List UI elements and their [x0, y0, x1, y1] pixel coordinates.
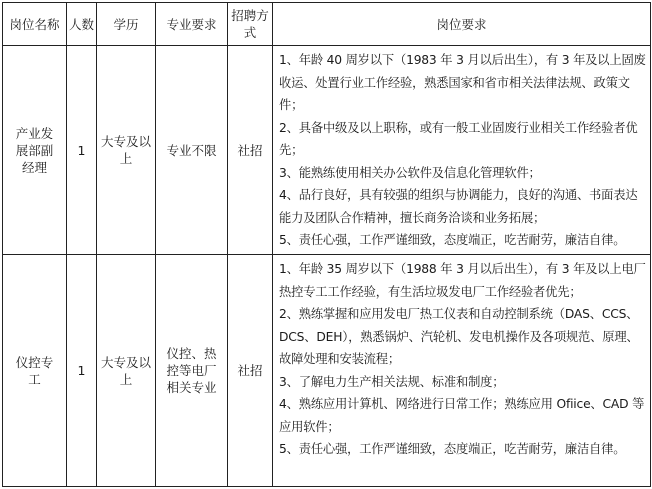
header-education: 学历: [97, 3, 156, 46]
header-recruit-method: 招聘方式: [228, 3, 273, 46]
cell-count: 1: [67, 46, 97, 255]
requirement-item: 1、年龄 40 周岁以下（1983 年 3 月以后出生），有 3 年及以上固废收运、处置行业工作经验，熟悉国家和省市相关法律法规、政策文件；: [279, 53, 646, 112]
cell-position: 产业发展部副经理: [3, 46, 67, 255]
requirement-item: 5、责任心强，工作严谨细致，态度端正，吃苦耐劳，廉洁自律。: [279, 442, 626, 456]
cell-recruit-method: 社招: [228, 255, 273, 487]
requirement-item: 3、能熟练使用相关办公软件及信息化管理软件；: [279, 165, 541, 180]
requirement-item: 3、了解电力生产相关法规、标准和制度；: [279, 374, 505, 389]
cell-education: 大专及以上: [97, 255, 156, 487]
table-header-row: [3, 3, 651, 46]
requirement-item: 4、熟练应用计算机、网络进行日常工作；熟练应用 Ofiice、CAD 等应用软件；: [279, 397, 645, 434]
requirement-item: 1、年龄 35 周岁以下（1988 年 3 月以后出生），有 3 年及以上电厂热控专工工作经验，有生活垃圾发电厂工作经验者优先；: [279, 262, 646, 299]
requirement-item: 5、责任心强，工作严谨细致，态度端正，吃苦耐劳，廉洁自律。: [279, 233, 626, 247]
requirement-item: 2、熟练掌握和应用发电厂热工仪表和自动控制系统（DAS、CCS、DCS、DEH），熟悉锅炉、汽轮机、发电机操作及各项规范、原理、故障处理和安装流程；: [279, 307, 639, 366]
cell-major: 仪控、热控等电厂相关专业: [156, 255, 228, 487]
cell-major: 专业不限: [156, 46, 228, 255]
header-requirements: 岗位要求: [273, 3, 651, 46]
table-row: [3, 46, 651, 255]
cell-count: 1: [67, 255, 97, 487]
cell-requirements: [273, 46, 651, 255]
cell-education: 大专及以上: [97, 46, 156, 255]
cell-requirements: [273, 255, 651, 487]
header-count: 人数: [67, 3, 97, 46]
header-major: 专业要求: [156, 3, 228, 46]
requirement-item: 2、具备中级及以上职称，或有一般工业固废行业相关工作经验者优先；: [279, 120, 638, 157]
job-requirements-table: [2, 2, 651, 487]
cell-position: 仪控专工: [3, 255, 67, 487]
table-row: [3, 255, 651, 487]
requirement-item: 4、品行良好，具有较强的组织与协调能力，良好的沟通、书面表达能力及团队合作精神，擅长商务洽谈和业务拓展；: [279, 188, 638, 225]
cell-recruit-method: 社招: [228, 46, 273, 255]
header-position: 岗位名称: [3, 3, 67, 46]
